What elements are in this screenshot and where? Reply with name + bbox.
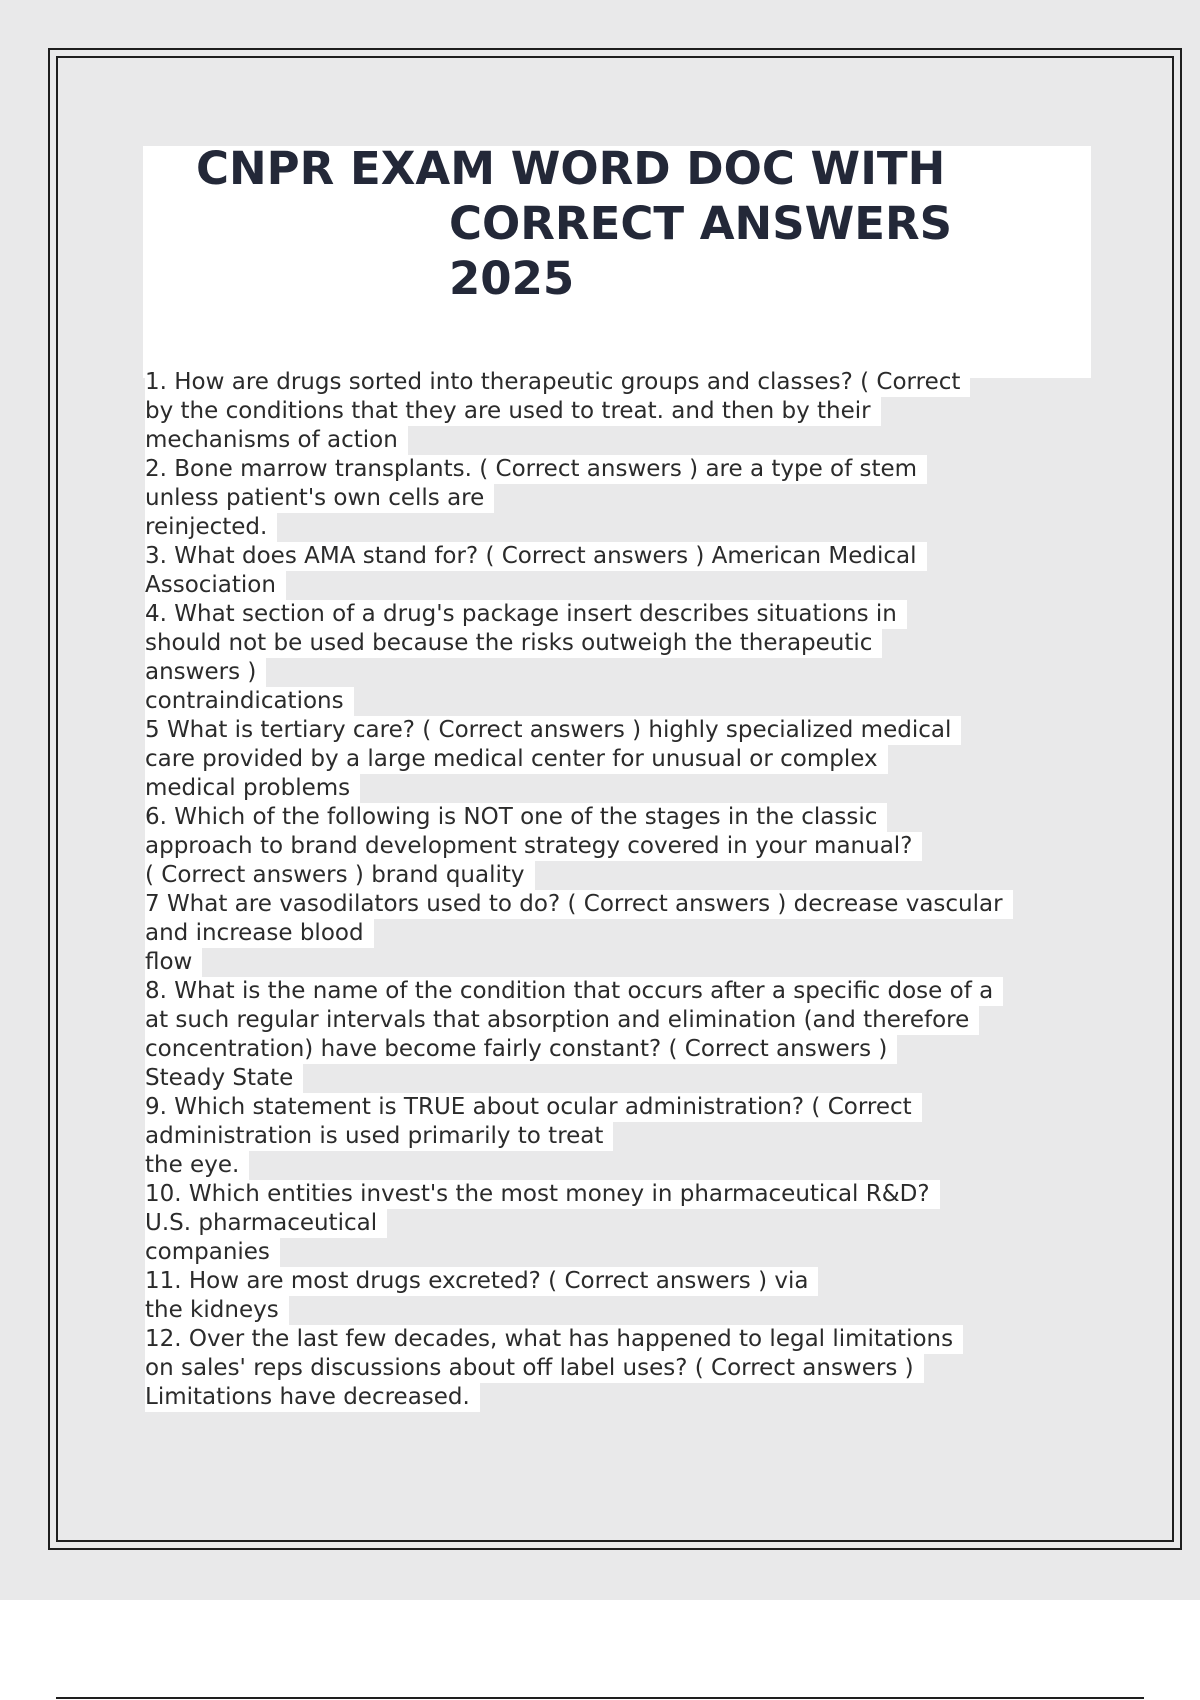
question-3-line [145, 571, 1085, 600]
question-text: mechanisms of action [145, 426, 408, 455]
question-text: contraindications [145, 687, 354, 716]
question-text: Association [145, 571, 286, 600]
question-text: care provided by a large medical center for unusual or complex [145, 745, 888, 774]
question-text: administration is used primarily to treat [145, 1122, 613, 1151]
question-3-line [145, 542, 1085, 571]
question-text: 10. Which entities invest's the most money in pharmaceutical R&D? [145, 1180, 940, 1209]
question-5-line [145, 774, 1085, 803]
question-text: ( Correct answers ) brand quality [145, 861, 535, 890]
question-11-line [145, 1267, 1085, 1296]
question-text: reinjected. [145, 513, 277, 542]
question-4-line [145, 600, 1085, 629]
question-text: concentration) have become fairly constant? ( Correct answers ) [145, 1035, 897, 1064]
question-11-line [145, 1296, 1085, 1325]
question-2-line [145, 455, 1085, 484]
question-10-line [145, 1209, 1085, 1238]
question-text: 9. Which statement is TRUE about ocular administration? ( Correct [145, 1093, 922, 1122]
question-text: at such regular intervals that absorption and elimination (and therefore [145, 1006, 979, 1035]
question-6-line [145, 803, 1085, 832]
question-1-line [145, 426, 1085, 455]
question-8-line [145, 1035, 1085, 1064]
question-10-line [145, 1180, 1085, 1209]
question-text: the eye. [145, 1151, 249, 1180]
question-text: U.S. pharmaceutical [145, 1209, 387, 1238]
question-text: the kidneys [145, 1296, 289, 1325]
question-10-line [145, 1238, 1085, 1267]
document-title-line-3: 2025 [449, 252, 575, 305]
question-6-line [145, 861, 1085, 890]
question-text: on sales' reps discussions about off label uses? ( Correct answers ) [145, 1354, 924, 1383]
question-5-line [145, 716, 1085, 745]
question-1-line [145, 397, 1085, 426]
question-text: unless patient's own cells are [145, 484, 494, 513]
question-text: Limitations have decreased. [145, 1383, 480, 1412]
question-12-line [145, 1383, 1085, 1412]
question-2-line [145, 513, 1085, 542]
question-6-line [145, 832, 1085, 861]
question-text: and increase blood [145, 919, 374, 948]
question-text: 1. How are drugs sorted into therapeutic groups and classes? ( Correct [145, 368, 970, 397]
question-7-line [145, 919, 1085, 948]
question-text: 5 What is tertiary care? ( Correct answers ) highly specialized medical [145, 716, 961, 745]
question-4-line [145, 687, 1085, 716]
question-list [145, 368, 1085, 1412]
question-text: approach to brand development strategy covered in your manual? [145, 832, 922, 861]
question-text: medical problems [145, 774, 360, 803]
question-text: 7 What are vasodilators used to do? ( Correct answers ) decrease vascular [145, 890, 1013, 919]
question-text: should not be used because the risks outweigh the therapeutic [145, 629, 882, 658]
question-7-line [145, 948, 1085, 977]
question-12-line [145, 1325, 1085, 1354]
footer-rule [56, 1697, 1144, 1699]
question-text: flow [145, 948, 202, 977]
question-text: 12. Over the last few decades, what has happened to legal limitations [145, 1325, 963, 1354]
question-text: 6. Which of the following is NOT one of the stages in the classic [145, 803, 887, 832]
question-4-line [145, 629, 1085, 658]
question-text: 2. Bone marrow transplants. ( Correct answers ) are a type of stem [145, 455, 927, 484]
question-text: by the conditions that they are used to treat. and then by their [145, 397, 881, 426]
question-9-line [145, 1151, 1085, 1180]
question-text: 4. What section of a drug's package insert describes situations in [145, 600, 907, 629]
question-text: 11. How are most drugs excreted? ( Correct answers ) via [145, 1267, 818, 1296]
question-8-line [145, 1064, 1085, 1093]
question-text: 8. What is the name of the condition that occurs after a specific dose of a [145, 977, 1003, 1006]
question-text: Steady State [145, 1064, 303, 1093]
question-text: answers ) [145, 658, 266, 687]
question-9-line [145, 1093, 1085, 1122]
question-12-line [145, 1354, 1085, 1383]
question-8-line [145, 977, 1085, 1006]
document-title-line-2: CORRECT ANSWERS [449, 197, 953, 250]
question-4-line [145, 658, 1085, 687]
question-1-line [145, 368, 1085, 397]
question-7-line [145, 890, 1085, 919]
question-2-line [145, 484, 1085, 513]
question-text: 3. What does AMA stand for? ( Correct answers ) American Medical [145, 542, 927, 571]
question-9-line [145, 1122, 1085, 1151]
question-text: companies [145, 1238, 280, 1267]
document-title-line-1: CNPR EXAM WORD DOC WITH [196, 142, 946, 195]
question-8-line [145, 1006, 1085, 1035]
question-5-line [145, 745, 1085, 774]
